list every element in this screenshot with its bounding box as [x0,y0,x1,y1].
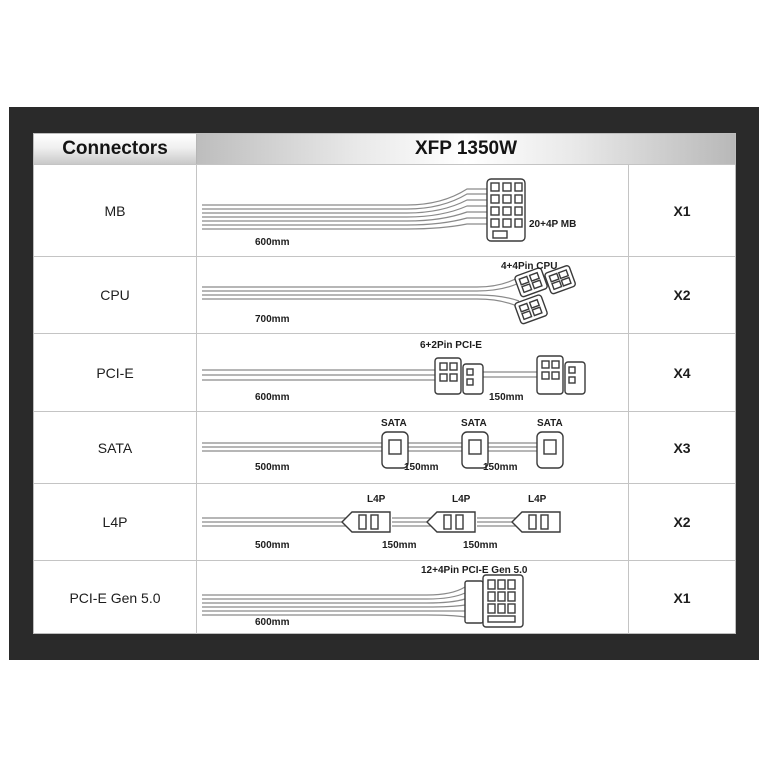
cable-drawing-l4p [197,484,629,560]
connector-name: CPU [34,257,197,333]
length-label: 600mm [255,617,290,628]
connector-label: L4P [367,494,386,505]
qty-value: X3 [673,439,691,456]
connector-name: PCI-E [34,334,197,411]
connector-label: SATA [537,418,563,429]
header-model: XFP 1350W [197,134,735,164]
connector-label: 4+4Pin CPU [501,261,558,272]
cable-drawing-pcie-gen5 [197,561,629,634]
connector-label: L4P [452,494,471,505]
length-label: 600mm [255,392,290,403]
row-pcie-gen5 [34,560,735,634]
cable-drawing-mb [197,165,629,256]
length-label: 700mm [255,314,290,325]
qty-value: X4 [673,364,691,381]
cable-drawing-sata [197,412,629,483]
connector-label: L4P [528,494,547,505]
connector-label: SATA [461,418,487,429]
row-l4p [34,483,735,560]
connector-name: MB [34,165,197,256]
connector-name: SATA [34,412,197,483]
length-label: 150mm [483,462,518,473]
connector-name: L4P [34,484,197,560]
connector-table [33,133,736,634]
sata-cable-icon [197,412,629,484]
connector-label: 20+4P MB [529,219,577,230]
row-pcie [34,333,735,411]
length-label: 150mm [463,540,498,551]
length-label: 500mm [255,462,290,473]
connector-label: 6+2Pin PCI-E [420,340,482,351]
qty-value: X1 [673,589,691,606]
length-label: 150mm [489,392,524,403]
length-label: 500mm [255,540,290,551]
qty-value: X1 [673,202,691,219]
length-label: 600mm [255,237,290,248]
header-connectors: Connectors [34,134,197,164]
length-label: 150mm [382,540,417,551]
connector-label: 12+4Pin PCI-E Gen 5.0 [421,565,528,576]
qty-value: X2 [673,514,691,530]
length-label: 150mm [404,462,439,473]
row-sata [34,411,735,483]
qty-value: X2 [673,287,691,303]
connector-label: SATA [381,418,407,429]
row-cpu [34,256,735,333]
row-mb [34,164,735,256]
connector-name: PCI-E Gen 5.0 [34,561,197,634]
cable-drawing-cpu [197,257,629,333]
cable-drawing-pcie [197,334,629,411]
